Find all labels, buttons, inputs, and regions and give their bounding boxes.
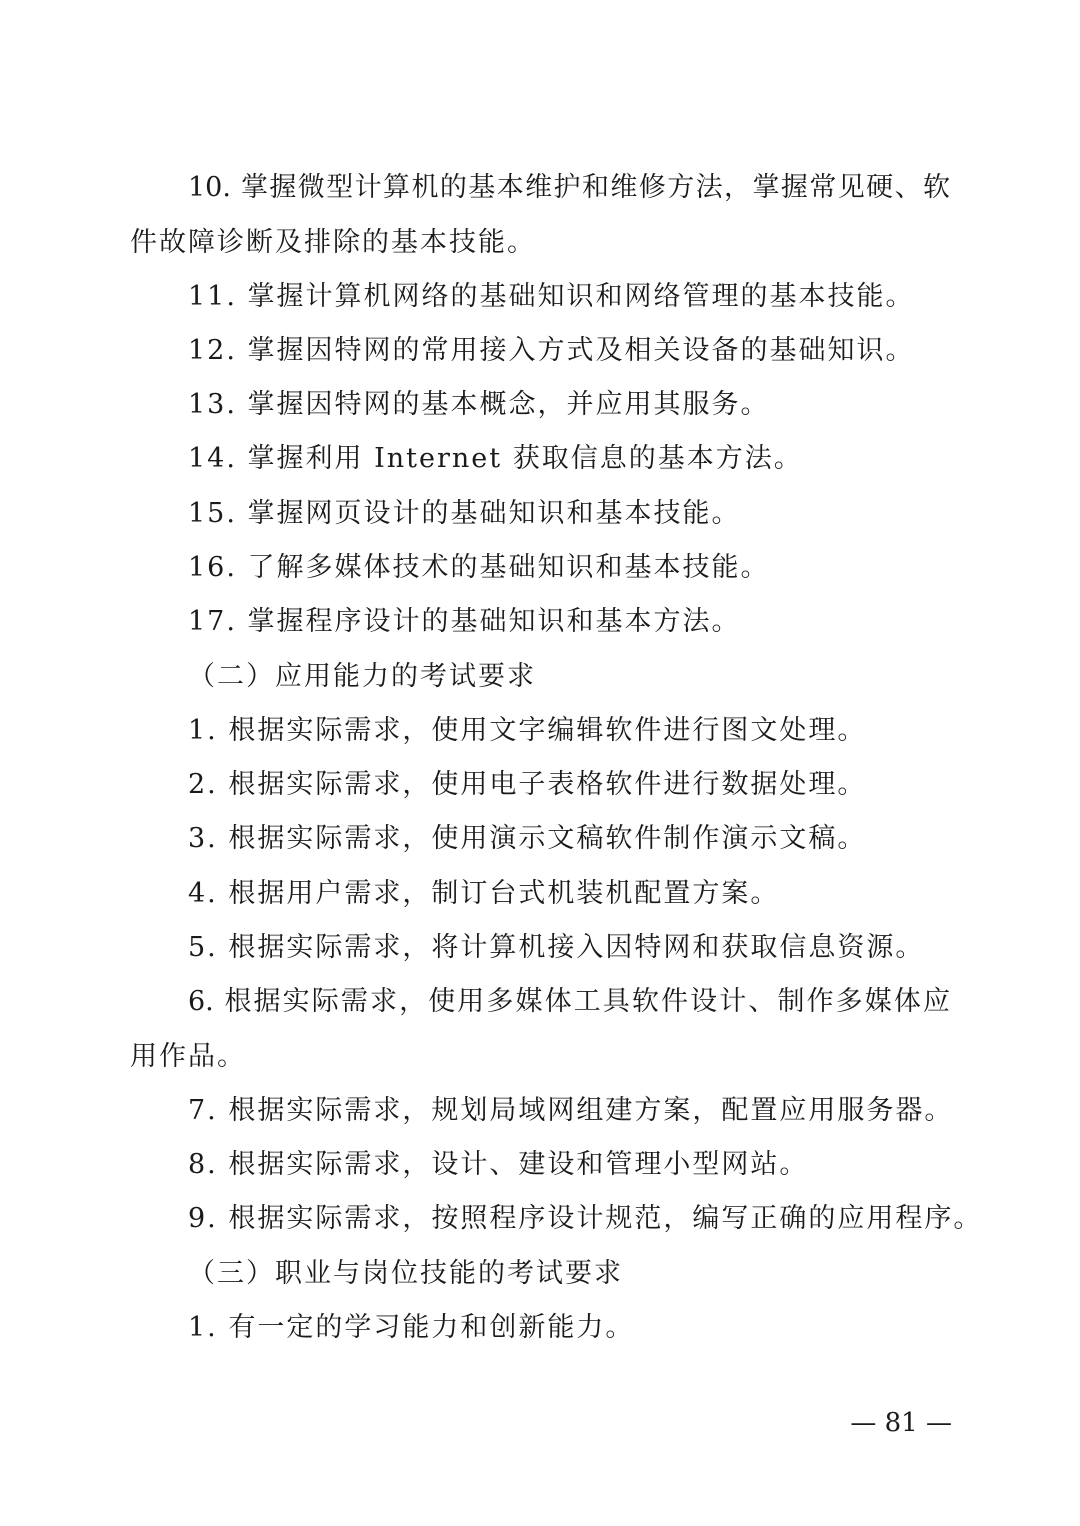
text-line: 12. 掌握因特网的常用接入方式及相关设备的基础知识。 (188, 335, 915, 366)
text-line: 13. 掌握因特网的基本概念，并应用其服务。 (188, 389, 770, 420)
section-heading: （二）应用能力的考试要求 (188, 661, 536, 692)
text-line: 3. 根据实际需求，使用演示文稿软件制作演示文稿。 (188, 823, 867, 854)
text-line: 8. 根据实际需求，设计、建设和管理小型网站。 (188, 1149, 809, 1180)
text-line: 2. 根据实际需求，使用电子表格软件进行数据处理。 (188, 769, 867, 800)
text-line: 用作品。 (130, 1041, 246, 1072)
text-line: 10. 掌握微型计算机的基本维护和维修方法，掌握常见硬、软 (188, 172, 950, 203)
text-line: 4. 根据用户需求，制订台式机装机配置方案。 (188, 878, 780, 909)
section-heading: （三）职业与岗位技能的考试要求 (188, 1258, 623, 1289)
page-number: — 81 — (850, 1408, 952, 1438)
text-line: 14. 掌握利用 Internet 获取信息的基本方法。 (188, 443, 803, 474)
text-line: 6. 根据实际需求，使用多媒体工具软件设计、制作多媒体应 (188, 986, 950, 1017)
text-line: 5. 根据实际需求，将计算机接入因特网和获取信息资源。 (188, 932, 925, 963)
text-line: 15. 掌握网页设计的基础知识和基本技能。 (188, 498, 741, 529)
text-line: 7. 根据实际需求，规划局域网组建方案，配置应用服务器。 (188, 1095, 954, 1126)
text-line: 11. 掌握计算机网络的基础知识和网络管理的基本技能。 (188, 281, 915, 312)
text-line: 1. 有一定的学习能力和创新能力。 (188, 1312, 635, 1343)
text-line: 9. 根据实际需求，按照程序设计规范，编写正确的应用程序。 (188, 1203, 983, 1234)
text-line: 件故障诊断及排除的基本技能。 (130, 227, 536, 258)
text-line: 1. 根据实际需求，使用文字编辑软件进行图文处理。 (188, 715, 867, 746)
text-line: 17. 掌握程序设计的基础知识和基本方法。 (188, 606, 741, 637)
text-line: 16. 了解多媒体技术的基础知识和基本技能。 (188, 552, 770, 583)
